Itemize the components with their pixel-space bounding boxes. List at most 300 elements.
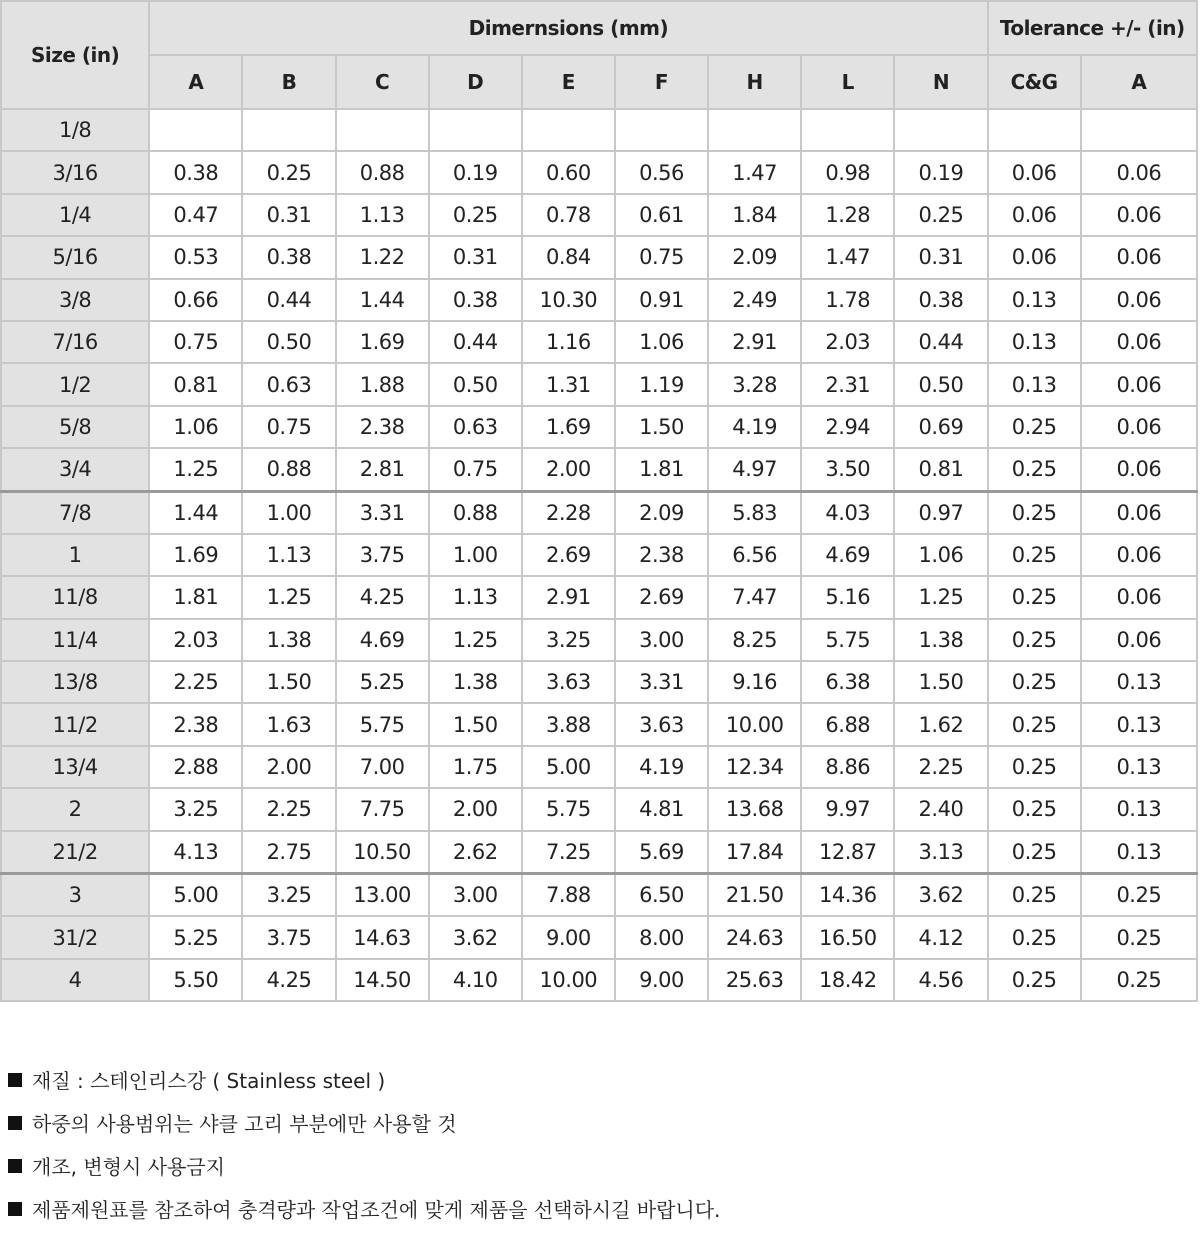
table-row <box>1 576 1197 618</box>
value-cell: 1.47 <box>708 151 801 193</box>
value-cell: 4.13 <box>149 831 242 874</box>
value-cell: 0.97 <box>894 491 987 534</box>
value-cell: 2.00 <box>522 448 615 491</box>
value-cell: 5.00 <box>149 874 242 917</box>
value-cell: 0.25 <box>429 194 522 236</box>
value-cell: 0.06 <box>1081 321 1197 363</box>
value-cell: 0.25 <box>1081 916 1197 958</box>
value-cell: 1.22 <box>336 236 429 278</box>
value-cell: 2.75 <box>242 831 335 874</box>
size-cell: 3/8 <box>1 279 149 321</box>
value-cell: 0.06 <box>1081 279 1197 321</box>
value-cell: 1.69 <box>336 321 429 363</box>
value-cell: 0.88 <box>242 448 335 491</box>
value-cell: 2.28 <box>522 491 615 534</box>
value-cell: 4.19 <box>615 746 708 788</box>
size-header: Size (in) <box>1 1 149 109</box>
value-cell: 14.36 <box>801 874 894 917</box>
value-cell: 0.25 <box>988 703 1081 745</box>
value-cell: 1.47 <box>801 236 894 278</box>
value-cell: 1.62 <box>894 703 987 745</box>
value-cell: 0.53 <box>149 236 242 278</box>
value-cell: 0.25 <box>988 959 1081 1001</box>
value-cell: 0.25 <box>988 576 1081 618</box>
column-header: B <box>242 55 335 109</box>
size-cell: 11/2 <box>1 703 149 745</box>
value-cell: 0.25 <box>988 831 1081 874</box>
value-cell: 1.50 <box>615 406 708 448</box>
value-cell: 1.81 <box>149 576 242 618</box>
value-cell: 0.06 <box>1081 448 1197 491</box>
value-cell: 1.50 <box>429 703 522 745</box>
value-cell: 0.50 <box>242 321 335 363</box>
value-cell: 24.63 <box>708 916 801 958</box>
size-cell: 1 <box>1 534 149 576</box>
value-cell: 4.12 <box>894 916 987 958</box>
value-cell: 0.38 <box>429 279 522 321</box>
value-cell: 3.62 <box>429 916 522 958</box>
value-cell: 25.63 <box>708 959 801 1001</box>
note-text: 개조, 변형시 사용금지 <box>32 1155 225 1179</box>
size-cell: 3/4 <box>1 448 149 491</box>
value-cell: 2.38 <box>149 703 242 745</box>
column-header: H <box>708 55 801 109</box>
value-cell: 1.00 <box>429 534 522 576</box>
value-cell: 1.50 <box>894 661 987 703</box>
table-row <box>1 236 1197 278</box>
value-cell: 3.50 <box>801 448 894 491</box>
value-cell: 7.25 <box>522 831 615 874</box>
value-cell: 2.09 <box>708 236 801 278</box>
value-cell: 2.09 <box>615 491 708 534</box>
value-cell: 0.75 <box>149 321 242 363</box>
value-cell: 9.00 <box>522 916 615 958</box>
value-cell: 10.50 <box>336 831 429 874</box>
table-row <box>1 874 1197 917</box>
value-cell: 1.19 <box>615 363 708 405</box>
value-cell <box>801 109 894 151</box>
value-cell: 6.88 <box>801 703 894 745</box>
size-cell: 4 <box>1 959 149 1001</box>
value-cell: 0.06 <box>1081 534 1197 576</box>
value-cell: 0.63 <box>242 363 335 405</box>
column-header: E <box>522 55 615 109</box>
value-cell: 0.25 <box>988 788 1081 830</box>
column-header: N <box>894 55 987 109</box>
value-cell: 6.56 <box>708 534 801 576</box>
value-cell: 6.50 <box>615 874 708 917</box>
value-cell: 4.97 <box>708 448 801 491</box>
value-cell: 2.69 <box>522 534 615 576</box>
value-cell: 0.63 <box>429 406 522 448</box>
value-cell: 3.63 <box>615 703 708 745</box>
value-cell: 1.44 <box>336 279 429 321</box>
value-cell: 0.60 <box>522 151 615 193</box>
value-cell: 3.13 <box>894 831 987 874</box>
column-header: A <box>1081 55 1197 109</box>
value-cell: 0.13 <box>988 363 1081 405</box>
value-cell: 9.97 <box>801 788 894 830</box>
value-cell: 0.25 <box>988 406 1081 448</box>
value-cell <box>242 109 335 151</box>
value-cell: 2.69 <box>615 576 708 618</box>
value-cell: 1.06 <box>615 321 708 363</box>
value-cell: 0.44 <box>242 279 335 321</box>
value-cell: 14.63 <box>336 916 429 958</box>
value-cell: 5.75 <box>336 703 429 745</box>
value-cell: 0.13 <box>988 321 1081 363</box>
value-cell: 2.03 <box>149 619 242 661</box>
value-cell: 1.25 <box>429 619 522 661</box>
size-cell: 3 <box>1 874 149 917</box>
value-cell: 2.94 <box>801 406 894 448</box>
value-cell: 1.75 <box>429 746 522 788</box>
value-cell: 16.50 <box>801 916 894 958</box>
value-cell: 0.25 <box>242 151 335 193</box>
value-cell: 4.03 <box>801 491 894 534</box>
size-cell: 3/16 <box>1 151 149 193</box>
size-cell: 13/8 <box>1 661 149 703</box>
value-cell: 12.34 <box>708 746 801 788</box>
value-cell: 1.25 <box>149 448 242 491</box>
value-cell: 0.88 <box>336 151 429 193</box>
value-cell: 2.40 <box>894 788 987 830</box>
value-cell: 1.06 <box>894 534 987 576</box>
value-cell: 1.13 <box>242 534 335 576</box>
value-cell: 4.81 <box>615 788 708 830</box>
value-cell: 7.75 <box>336 788 429 830</box>
value-cell: 1.50 <box>242 661 335 703</box>
value-cell: 0.38 <box>149 151 242 193</box>
value-cell: 3.25 <box>149 788 242 830</box>
value-cell: 0.06 <box>1081 619 1197 661</box>
value-cell: 7.00 <box>336 746 429 788</box>
value-cell: 0.25 <box>894 194 987 236</box>
square-bullet-icon <box>8 1202 22 1216</box>
square-bullet-icon <box>8 1073 22 1087</box>
value-cell: 2.62 <box>429 831 522 874</box>
value-cell: 0.69 <box>894 406 987 448</box>
value-cell: 0.06 <box>1081 406 1197 448</box>
value-cell: 0.19 <box>429 151 522 193</box>
note-text: 제품제원표를 참조하여 충격량과 작업조건에 맞게 제품을 선택하시길 바랍니다. <box>32 1198 721 1222</box>
value-cell: 0.75 <box>615 236 708 278</box>
value-cell: 0.44 <box>894 321 987 363</box>
value-cell: 2.38 <box>615 534 708 576</box>
value-cell: 5.50 <box>149 959 242 1001</box>
table-row <box>1 321 1197 363</box>
value-cell: 3.25 <box>242 874 335 917</box>
value-cell <box>336 109 429 151</box>
size-cell: 1/8 <box>1 109 149 151</box>
value-cell: 3.00 <box>615 619 708 661</box>
value-cell: 3.28 <box>708 363 801 405</box>
value-cell: 0.13 <box>1081 746 1197 788</box>
table-row <box>1 406 1197 448</box>
value-cell: 1.81 <box>615 448 708 491</box>
value-cell: 0.78 <box>522 194 615 236</box>
value-cell: 0.38 <box>894 279 987 321</box>
value-cell: 0.25 <box>988 491 1081 534</box>
value-cell: 0.25 <box>1081 959 1197 1001</box>
value-cell: 8.25 <box>708 619 801 661</box>
table-row <box>1 746 1197 788</box>
size-cell: 11/4 <box>1 619 149 661</box>
value-cell: 1.84 <box>708 194 801 236</box>
value-cell: 8.86 <box>801 746 894 788</box>
value-cell: 17.84 <box>708 831 801 874</box>
value-cell: 0.31 <box>242 194 335 236</box>
value-cell: 0.56 <box>615 151 708 193</box>
value-cell <box>988 109 1081 151</box>
value-cell: 3.62 <box>894 874 987 917</box>
value-cell: 1.38 <box>242 619 335 661</box>
value-cell: 2.38 <box>336 406 429 448</box>
value-cell: 0.25 <box>988 448 1081 491</box>
value-cell: 2.25 <box>242 788 335 830</box>
value-cell: 9.00 <box>615 959 708 1001</box>
value-cell: 9.16 <box>708 661 801 703</box>
value-cell: 0.19 <box>894 151 987 193</box>
table-row <box>1 194 1197 236</box>
value-cell <box>1081 109 1197 151</box>
value-cell: 0.88 <box>429 491 522 534</box>
value-cell: 0.38 <box>242 236 335 278</box>
table-row <box>1 703 1197 745</box>
value-cell <box>615 109 708 151</box>
value-cell: 2.25 <box>894 746 987 788</box>
value-cell: 0.06 <box>1081 491 1197 534</box>
value-cell: 0.25 <box>988 619 1081 661</box>
value-cell <box>894 109 987 151</box>
value-cell: 5.25 <box>336 661 429 703</box>
value-cell: 2.25 <box>149 661 242 703</box>
value-cell: 2.91 <box>522 576 615 618</box>
value-cell <box>522 109 615 151</box>
size-cell: 1/4 <box>1 194 149 236</box>
table-row <box>1 109 1197 151</box>
square-bullet-icon <box>8 1116 22 1130</box>
value-cell: 0.06 <box>1081 236 1197 278</box>
value-cell: 0.06 <box>1081 151 1197 193</box>
value-cell: 3.63 <box>522 661 615 703</box>
table-row <box>1 279 1197 321</box>
table-row <box>1 448 1197 491</box>
table-row <box>1 619 1197 661</box>
size-cell: 1/2 <box>1 363 149 405</box>
value-cell: 7.47 <box>708 576 801 618</box>
value-cell: 2.88 <box>149 746 242 788</box>
column-header: D <box>429 55 522 109</box>
value-cell: 4.69 <box>801 534 894 576</box>
value-cell: 1.44 <box>149 491 242 534</box>
value-cell: 0.13 <box>1081 831 1197 874</box>
value-cell: 3.88 <box>522 703 615 745</box>
value-cell: 21.50 <box>708 874 801 917</box>
value-cell: 1.13 <box>336 194 429 236</box>
value-cell: 0.06 <box>1081 194 1197 236</box>
value-cell: 5.16 <box>801 576 894 618</box>
table-row <box>1 831 1197 874</box>
value-cell: 0.13 <box>1081 703 1197 745</box>
value-cell: 0.50 <box>429 363 522 405</box>
column-header: C&G <box>988 55 1081 109</box>
column-header: F <box>615 55 708 109</box>
value-cell: 1.69 <box>149 534 242 576</box>
value-cell: 0.25 <box>988 746 1081 788</box>
value-cell: 0.06 <box>988 194 1081 236</box>
value-cell: 0.25 <box>988 534 1081 576</box>
value-cell: 7.88 <box>522 874 615 917</box>
value-cell: 0.75 <box>242 406 335 448</box>
value-cell: 2.81 <box>336 448 429 491</box>
size-cell: 2 <box>1 788 149 830</box>
value-cell: 10.30 <box>522 279 615 321</box>
table-row <box>1 534 1197 576</box>
size-cell: 13/4 <box>1 746 149 788</box>
value-cell: 1.28 <box>801 194 894 236</box>
value-cell: 8.00 <box>615 916 708 958</box>
note-item <box>8 1108 1188 1151</box>
value-cell: 2.00 <box>242 746 335 788</box>
value-cell: 2.00 <box>429 788 522 830</box>
value-cell: 18.42 <box>801 959 894 1001</box>
table-row <box>1 491 1197 534</box>
value-cell: 4.25 <box>242 959 335 1001</box>
size-cell: 5/16 <box>1 236 149 278</box>
value-cell: 0.06 <box>988 236 1081 278</box>
value-cell: 3.00 <box>429 874 522 917</box>
value-cell: 1.13 <box>429 576 522 618</box>
value-cell: 0.91 <box>615 279 708 321</box>
value-cell: 0.06 <box>1081 363 1197 405</box>
note-item <box>8 1194 1188 1237</box>
size-cell: 7/16 <box>1 321 149 363</box>
table-row <box>1 363 1197 405</box>
value-cell <box>149 109 242 151</box>
value-cell: 1.88 <box>336 363 429 405</box>
value-cell: 1.00 <box>242 491 335 534</box>
size-cell: 11/8 <box>1 576 149 618</box>
value-cell: 0.13 <box>1081 788 1197 830</box>
note-item <box>8 1151 1188 1194</box>
table-row <box>1 788 1197 830</box>
square-bullet-icon <box>8 1159 22 1173</box>
note-text: 재질 : 스테인리스강 ( Stainless steel ) <box>32 1069 386 1093</box>
value-cell: 2.03 <box>801 321 894 363</box>
value-cell: 0.31 <box>429 236 522 278</box>
value-cell: 0.31 <box>894 236 987 278</box>
value-cell: 6.38 <box>801 661 894 703</box>
value-cell <box>708 109 801 151</box>
value-cell: 4.19 <box>708 406 801 448</box>
value-cell: 0.25 <box>988 916 1081 958</box>
value-cell: 0.84 <box>522 236 615 278</box>
table-body <box>1 109 1197 1001</box>
column-header: A <box>149 55 242 109</box>
value-cell: 1.31 <box>522 363 615 405</box>
value-cell: 3.75 <box>336 534 429 576</box>
value-cell: 14.50 <box>336 959 429 1001</box>
table-row <box>1 916 1197 958</box>
value-cell: 5.75 <box>522 788 615 830</box>
value-cell: 4.69 <box>336 619 429 661</box>
value-cell: 2.91 <box>708 321 801 363</box>
value-cell: 4.56 <box>894 959 987 1001</box>
value-cell: 0.66 <box>149 279 242 321</box>
column-header: C <box>336 55 429 109</box>
dimensions-header: Dimernsions (mm) <box>149 1 987 55</box>
notes-list <box>8 1065 1188 1237</box>
value-cell: 5.83 <box>708 491 801 534</box>
value-cell: 0.13 <box>1081 661 1197 703</box>
value-cell: 3.75 <box>242 916 335 958</box>
note-text: 하중의 사용범위는 샤클 고리 부분에만 사용할 것 <box>32 1112 457 1136</box>
value-cell: 5.25 <box>149 916 242 958</box>
value-cell: 1.69 <box>522 406 615 448</box>
value-cell: 0.25 <box>988 661 1081 703</box>
value-cell: 0.47 <box>149 194 242 236</box>
value-cell: 10.00 <box>522 959 615 1001</box>
value-cell: 12.87 <box>801 831 894 874</box>
value-cell: 0.06 <box>988 151 1081 193</box>
size-cell: 5/8 <box>1 406 149 448</box>
size-cell: 21/2 <box>1 831 149 874</box>
value-cell: 0.61 <box>615 194 708 236</box>
value-cell: 13.68 <box>708 788 801 830</box>
table-row <box>1 959 1197 1001</box>
value-cell: 5.00 <box>522 746 615 788</box>
value-cell: 0.25 <box>988 874 1081 917</box>
value-cell: 1.06 <box>149 406 242 448</box>
value-cell: 0.81 <box>894 448 987 491</box>
value-cell: 4.25 <box>336 576 429 618</box>
value-cell: 3.31 <box>615 661 708 703</box>
value-cell: 0.25 <box>1081 874 1197 917</box>
value-cell: 0.50 <box>894 363 987 405</box>
tolerance-header: Tolerance +/- (in) <box>988 1 1197 55</box>
table-row <box>1 151 1197 193</box>
value-cell: 4.10 <box>429 959 522 1001</box>
value-cell: 1.38 <box>894 619 987 661</box>
value-cell: 1.78 <box>801 279 894 321</box>
value-cell: 10.00 <box>708 703 801 745</box>
value-cell: 2.49 <box>708 279 801 321</box>
size-cell: 7/8 <box>1 491 149 534</box>
value-cell: 1.25 <box>894 576 987 618</box>
value-cell <box>429 109 522 151</box>
value-cell: 3.25 <box>522 619 615 661</box>
value-cell: 1.16 <box>522 321 615 363</box>
column-header: L <box>801 55 894 109</box>
value-cell: 1.38 <box>429 661 522 703</box>
value-cell: 0.06 <box>1081 576 1197 618</box>
value-cell: 2.31 <box>801 363 894 405</box>
value-cell: 3.31 <box>336 491 429 534</box>
value-cell: 13.00 <box>336 874 429 917</box>
table-row <box>1 661 1197 703</box>
value-cell: 0.81 <box>149 363 242 405</box>
value-cell: 1.63 <box>242 703 335 745</box>
value-cell: 5.75 <box>801 619 894 661</box>
value-cell: 0.75 <box>429 448 522 491</box>
size-cell: 31/2 <box>1 916 149 958</box>
note-item <box>8 1065 1188 1108</box>
value-cell: 0.13 <box>988 279 1081 321</box>
value-cell: 5.69 <box>615 831 708 874</box>
value-cell: 0.44 <box>429 321 522 363</box>
value-cell: 1.25 <box>242 576 335 618</box>
